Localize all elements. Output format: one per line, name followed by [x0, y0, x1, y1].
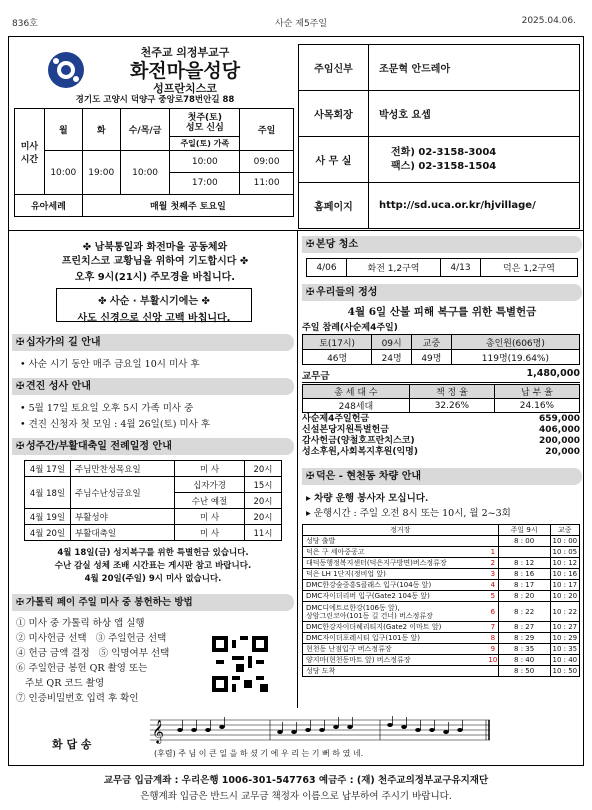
attendance-title: 주일 참례(사순제4주일): [302, 323, 398, 333]
issue-header: [10, 16, 582, 30]
council-label: 사목회장: [299, 91, 369, 137]
offering-item: 성소후원,사회복지후원(익명) 20,000: [302, 447, 580, 457]
pastor-name: 조문혁 안드레아: [369, 45, 580, 91]
col-wedfri: 수/목/금: [120, 109, 170, 151]
music-note: [177, 728, 183, 732]
bus-stop-row: DMC자이더포레시티 입구(101동 앞) 8 8 : 29 10 : 29: [303, 633, 580, 644]
special-offering-notice: 4월 6일 산불 피해 복구를 위한 특별헌금: [347, 306, 537, 318]
music-note: [277, 730, 283, 734]
stations-item: • 사순 시기 동안 매주 금요일 10시 미사 후: [20, 359, 200, 370]
parish-address: 경기도 고양시 덕양구 중앙로78번안길 88: [75, 95, 235, 105]
contact-table: [298, 44, 580, 229]
footer-note: 은행계좌 입금은 반드시 교무금 책정자 이름으로 납부하여 주시기 바랍니다.: [140, 791, 452, 802]
bus-stop-row: 대덕동행정복지센터(덕은지구방면)버스정류장 2 8 : 12 10 : 12: [303, 558, 580, 569]
music-note: [219, 725, 225, 729]
bus-stop-table: 정거장 주일 9시 교중 성당 출발 8 : 00 10 : 00 덕은 구 세아중공고 1 10 : 05 대덕동행정복지센터(덕은지구방면)버스정류장 2 8 : 12 10 : 12 덕은 LH 1단지(정비업 앞) 3 8 : 16 10 : 16 DMC한강숲중흥S클래스 입구(104동 앞) 4 8 : 17 10 : 17 DMC자이더리버 입구(Gate2 104동 앞) 5 8 : 20 10 : 20 DMC디에트르한강(106동 앞), 상암그린코아(101동 길 건너) 버스정류장 6 8 : 22 10 : 22 DMC한강자이더헤리티지(Gate2 이마트 앞) 7 8 : 27 10 : 27 DMC자이더포레시티 입구(101동 앞) 8 8 : 29 10 : 29 현천동 난점입구 버스정류장 9 8 : 35 10 : 35 양지마(현천동마트 앞) 버스정류장 10 8 : 40 10 : 40 성당 도착 8 : 50 10 : 50: [302, 524, 580, 677]
footer-account: 교무금 입금계좌 : 우리은행 1006-301-547763 예금주 : (재) 천주교의정부교구유지재단: [103, 775, 489, 786]
music-staff: [150, 716, 490, 744]
cleaning-section-title: ✠ 본당 청소: [302, 236, 582, 253]
music-note: [319, 728, 325, 732]
issue-number: 836호: [12, 19, 38, 29]
attendance-table: 토(17시) 09시 교중 총인원(606명) 46명 24명 49명 119명(19.64%): [302, 334, 580, 365]
budget-row: 교무금 1,480,000: [302, 368, 580, 382]
time-sun2: 11:00: [253, 178, 280, 188]
music-note: [347, 725, 353, 729]
music-note: [387, 723, 393, 727]
offering-section-title: ✠ 우리들의 정성: [302, 284, 582, 301]
sat-family: 주일(토) 가족: [170, 137, 240, 151]
column-divider: [297, 230, 298, 708]
holyweek-note-3: 4월 20일(주일) 9시 미사 없습니다.: [84, 574, 222, 584]
mass-schedule-table: [14, 108, 294, 217]
bus-stop-row: DMC디에트르한강(106동 앞), 상암그린코아(101동 길 건너) 버스정류장 6 8 : 22 10 : 22: [303, 602, 580, 622]
music-note: [333, 725, 339, 729]
diocese-name: 천주교 의정부교구: [140, 46, 230, 59]
bus-stop-row: 덕은 LH 1단지(정비업 앞) 3 8 : 16 10 : 16: [303, 569, 580, 580]
offering-item: 사순제4주일헌금 659,000: [302, 414, 580, 424]
cross-icon: ✠: [16, 597, 24, 608]
pastor-label: 주임신부: [299, 45, 369, 91]
bus-stop-row: DMC한강자이더헤리티지(Gate2 이마트 앞) 7 8 : 27 10 : 27: [303, 622, 580, 633]
divider: [8, 230, 584, 231]
cross-icon: ✠: [16, 381, 25, 392]
office-label: 사 무 실: [299, 137, 369, 183]
issue-date: 2025.04.06.: [521, 16, 576, 26]
holyweek-table: 4월 17일 주님만찬성목요일 미 사 20시 4월 18일 주님수난성금요일 십자가경 15시 수난 예절 20시 4월 19일 부활성야 미 사 20시 4월 20일 부활대축일 미 사 11시: [24, 460, 282, 541]
music-note: [415, 728, 421, 732]
svg-text:𝄞: 𝄞: [152, 719, 164, 743]
cross-icon: ✠: [16, 441, 25, 452]
cross-icon: ✠: [16, 337, 25, 348]
bus-stop-row: 양지마(현천동마트 앞) 버스정류장 10 8 : 40 10 : 40: [303, 655, 580, 666]
time-tue: 19:00: [82, 151, 120, 195]
offering-items: [302, 414, 580, 458]
offering-item: 감사헌금(양철호프란치스코) 200,000: [302, 436, 580, 446]
creed-notice-box: [56, 288, 252, 322]
psalm-label: 화 답 송: [52, 738, 92, 751]
cross-icon: ✠: [306, 287, 315, 298]
col-first-sat: 첫주(토) 성모 신심: [170, 109, 240, 137]
homepage-url[interactable]: http://sd.uca.or.kr/hjvillage/: [369, 183, 580, 229]
offering-item: 신설본당지원특별헌금 406,000: [302, 425, 580, 435]
prayer-line1: ✤ 남북통일과 화전마을 공동체와: [82, 242, 228, 253]
prayer-line2: 프린치스코 교황님을 위하여 기도합시다 ✤: [61, 256, 249, 267]
parish-name: 화전마을성당: [129, 60, 241, 82]
col-tue: 화: [82, 109, 120, 151]
music-note: [191, 728, 197, 732]
col-mon: 월: [44, 109, 82, 151]
bus-stop-row: 성당 도착 8 : 50 10 : 50: [303, 666, 580, 677]
infant-baptism-value: 매월 첫째주 토요일: [82, 195, 293, 217]
qr-code-icon[interactable]: [212, 636, 268, 692]
time-sat1: 10:00: [170, 151, 239, 173]
bus-section-title: ✠ 덕은 - 현천동 차량 안내: [302, 468, 582, 485]
mass-label: 미사 시간: [15, 109, 45, 195]
bus-volunteer-notice: ▸ 차량 운행 봉사자 모십니다.: [306, 493, 429, 504]
music-note: [205, 728, 211, 732]
cross-icon: ✠: [306, 239, 315, 250]
creed-line1: ✤ 사순 · 부활시기에는 ✤: [98, 296, 210, 307]
time-mon: 10:00: [44, 151, 82, 195]
parish-logo: [40, 48, 94, 92]
holyweek-note-2: 수난 감실 성체 조배 시간표는 게시판 참고 바랍니다.: [54, 561, 252, 571]
budget-stats-table: 총 세 대 수 책 정 율 납 부 율 248세대 32.26% 24.16%: [302, 384, 580, 413]
prayer-line3: 오후 9시(21시) 주모경을 바칩니다.: [74, 272, 236, 283]
homepage-label: 홈페이지: [299, 183, 369, 229]
time-sat2: 17:00: [191, 178, 218, 188]
catholicpay-section-title: ✠ 가톨릭 페이 주일 미사 중 봉헌하는 방법: [12, 594, 294, 611]
music-note: [291, 730, 297, 734]
holyweek-section-title: ✠ 성주간/부활대축일 전례일정 안내: [12, 438, 294, 455]
music-note: [305, 728, 311, 732]
col-sun: 주일: [240, 109, 294, 151]
confirmation-section-title: ✠ 견진 성사 안내: [12, 378, 294, 395]
psalm-lyrics: (후렴) 주 님 이 큰 일 을 하 셨 기 에 우 리 는 기 뻐 하 였 네.: [154, 749, 364, 758]
time-sun1: 09:00: [240, 151, 293, 173]
stations-section-title: ✠ 십자가의 길 안내: [12, 334, 294, 351]
confirmation-item-2: • 견진 신청자 첫 모임 : 4월 26일(토) 미사 후: [20, 419, 211, 430]
bus-stop-row: 성당 출발 8 : 00 10 : 00: [303, 536, 580, 547]
confirmation-item-1: • 5월 17일 토요일 오후 5시 가족 미사 중: [20, 403, 194, 414]
bus-stop-row: 덕은 구 세아중공고 1 10 : 05: [303, 547, 580, 558]
bus-stop-row: 현천동 난점입구 버스정류장 9 8 : 35 10 : 35: [303, 644, 580, 655]
liturgical-week: 사순 제5주일: [275, 19, 328, 29]
parish-patron: 성프란치스코: [153, 82, 217, 95]
holyweek-note-1: 4월 18일(금) 성지복구를 위한 특별헌금 있습니다.: [57, 548, 249, 558]
time-wedfri: 10:00: [120, 151, 170, 195]
cleaning-table: 4/06 화전 1,2구역 4/13 덕은 1,2구역: [306, 258, 578, 277]
music-note: [457, 728, 463, 732]
council-name: 박성호 요셉: [369, 91, 580, 137]
bus-stop-row: DMC자이더리버 입구(Gate2 104동 앞) 5 8 : 20 10 : 20: [303, 591, 580, 602]
infant-baptism-label: 유아세례: [15, 195, 83, 217]
catholicpay-steps: ① 미사 중 가톨릭 하상 앱 실행 ② 미사헌금 선택 ③ 주일헌금 선택 ④ 헌금 금액 결정 ⑤ 익명여부 선택 ⑥ 주일헌금 봉헌 QR 촬영 또는 주보 QR 코드 촬영 ⑦ 인증비밀번호 입력 후 확인: [16, 618, 170, 704]
cross-icon: ✠: [306, 471, 315, 482]
office-phone: 전화) 02-3158-3004 팩스) 02-3158-1504: [369, 137, 580, 183]
music-note: [429, 728, 435, 732]
bus-schedule-notice: ▸ 운행시간 : 주일 오전 8시 또는 10시, 월 2~3회: [306, 508, 511, 519]
music-note: [443, 730, 449, 734]
creed-line2: 사도 신경으로 신앙 고백 바칩니다.: [77, 313, 231, 324]
bus-stop-row: DMC한강숲중흥S클래스 입구(104동 앞) 4 8 : 17 10 : 17: [303, 580, 580, 591]
music-note: [401, 725, 407, 729]
